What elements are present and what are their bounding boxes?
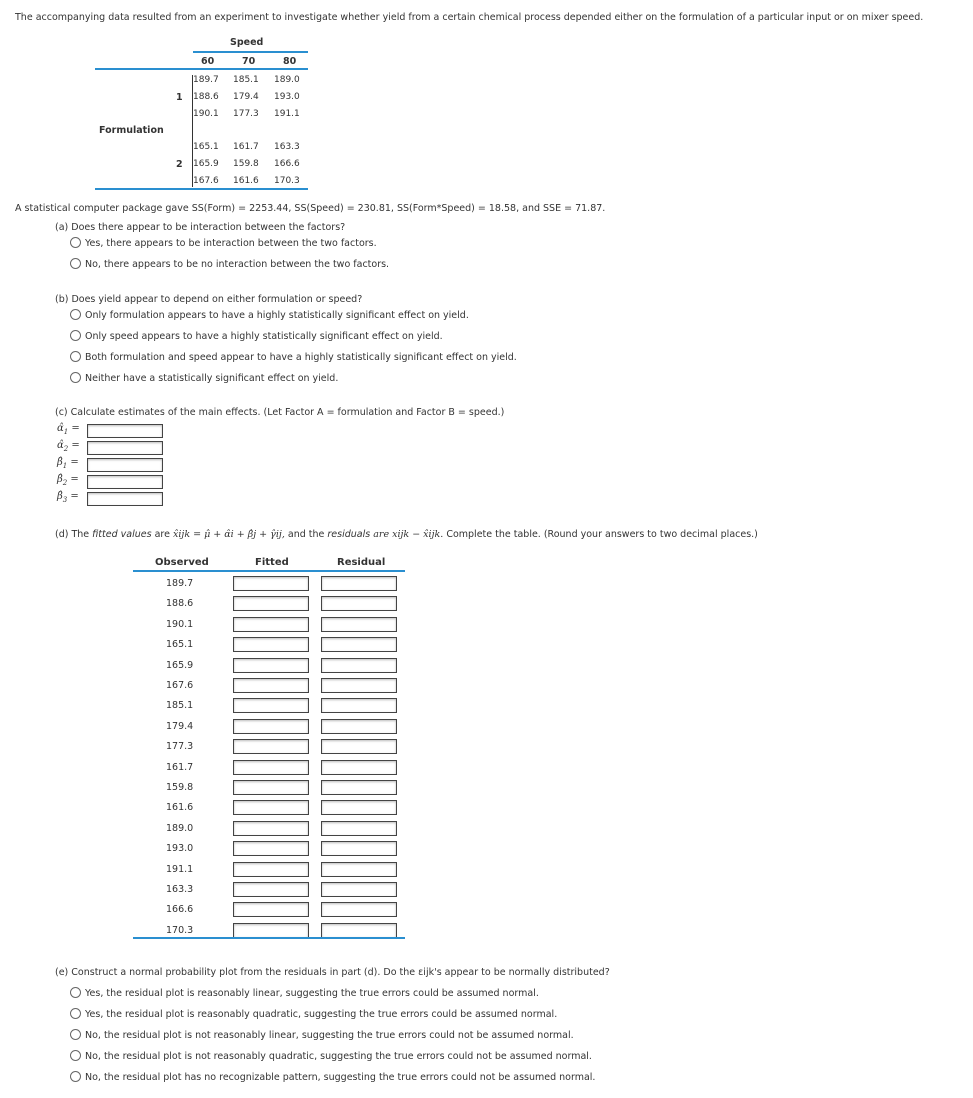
header-observed: Observed: [155, 557, 209, 568]
part-a-option-2[interactable]: No, there appears to be no interaction between the two factors.: [70, 258, 389, 270]
residual-input[interactable]: [321, 760, 397, 775]
effect-label: $\betâ_3$ =: [57, 491, 79, 504]
observed-value: 177.3: [166, 741, 194, 753]
fitted-input[interactable]: [233, 576, 309, 591]
part-a-question: (a) Does there appear to be interaction between the factors?: [55, 222, 346, 233]
effect-label: $\alphâ_2$ =: [57, 440, 80, 453]
data-cell: 163.3: [274, 142, 300, 152]
formulation-label: Formulation: [99, 125, 164, 136]
observed-value: 165.9: [166, 659, 194, 671]
data-cell: 189.7: [193, 75, 219, 85]
observed-value: 167.6: [166, 680, 194, 691]
observed-value: 190.1: [166, 618, 194, 630]
fitted-input[interactable]: [233, 862, 309, 877]
fitted-input[interactable]: [233, 719, 309, 734]
part-d-question: (d) The fitted values are x̂ijk = μ̂ + α̂i + β̂j + γ̂ij, and the residuals are xijk − x̂ijk. Complete the table. (Round your answers to two decimal places.): [55, 529, 758, 540]
effect-input[interactable]: [87, 475, 163, 489]
part-e-option-1[interactable]: Yes, the residual plot is reasonably linear, suggesting the true errors could be assumed normal.: [70, 987, 539, 999]
fitted-input[interactable]: [233, 780, 309, 795]
observed-value: 179.4: [166, 720, 194, 732]
residual-input[interactable]: [321, 678, 397, 693]
data-table: [95, 36, 308, 190]
residual-input[interactable]: [321, 800, 397, 815]
part-b-option-3[interactable]: Both formulation and speed appear to have a highly statistically significant effect on yield.: [70, 351, 517, 363]
observed-value: 189.7: [166, 578, 194, 589]
fitted-input[interactable]: [233, 800, 309, 815]
radio-icon[interactable]: [70, 987, 81, 998]
residual-input[interactable]: [321, 862, 397, 877]
data-cell: 185.1: [233, 75, 259, 85]
part-b-option-4[interactable]: Neither have a statistically significant effect on yield.: [70, 372, 338, 384]
speed-header: Speed: [230, 37, 264, 48]
data-cell: 165.9: [193, 159, 219, 169]
residual-input[interactable]: [321, 739, 397, 754]
data-cell: 179.4: [233, 92, 259, 102]
fitted-input[interactable]: [233, 841, 309, 856]
header-residual: Residual: [337, 557, 386, 568]
data-cell: 190.1: [193, 109, 219, 119]
fitted-input[interactable]: [233, 739, 309, 754]
radio-icon[interactable]: [70, 1050, 81, 1061]
data-cell: 177.3: [233, 109, 259, 119]
residual-input[interactable]: [321, 658, 397, 673]
fit-table-top-line: [133, 570, 405, 572]
observed-value: 188.6: [166, 598, 194, 610]
effect-label: $\betâ_2$ =: [57, 474, 79, 487]
fitted-input[interactable]: [233, 596, 309, 611]
header-fitted: Fitted: [255, 557, 289, 568]
residual-input[interactable]: [321, 923, 397, 938]
residual-input[interactable]: [321, 902, 397, 917]
observed-value: 191.1: [166, 863, 194, 875]
part-e-option-5[interactable]: No, the residual plot has no recognizable pattern, suggesting the true errors could not be assumed normal.: [70, 1071, 595, 1083]
fitted-input[interactable]: [233, 678, 309, 693]
residual-input[interactable]: [321, 596, 397, 611]
part-e-option-3[interactable]: No, the residual plot is not reasonably linear, suggesting the true errors could not be assumed normal.: [70, 1029, 574, 1041]
fitted-input[interactable]: [233, 902, 309, 917]
data-cell: 189.0: [274, 75, 300, 85]
fitted-input[interactable]: [233, 882, 309, 897]
effect-input[interactable]: [87, 424, 163, 438]
data-cell: 191.1: [274, 109, 300, 119]
residual-input[interactable]: [321, 719, 397, 734]
speed-underline: [193, 51, 308, 53]
observed-value: 161.7: [166, 761, 194, 773]
speed-col-60: 60: [201, 56, 215, 67]
observed-value: 161.6: [166, 802, 194, 814]
fit-table-bottom-line: [133, 937, 405, 939]
observed-value: 189.0: [166, 822, 194, 834]
observed-value: 165.1: [166, 639, 194, 651]
effect-label: $\betâ_1$ =: [57, 457, 79, 470]
data-cell: 170.3: [274, 176, 300, 186]
data-cell: 166.6: [274, 159, 300, 169]
effect-input[interactable]: [87, 458, 163, 472]
intro-text: The accompanying data resulted from an experiment to investigate whether yield from a certain chemical process depended either on the formulation of a particular input or on mixer speed.: [15, 12, 924, 23]
part-b-option-2[interactable]: Only speed appears to have a highly statistically significant effect on yield.: [70, 330, 443, 342]
formulation-level-2: 2: [176, 159, 183, 170]
data-cell: 161.7: [233, 142, 259, 152]
part-c-question: (c) Calculate estimates of the main effects. (Let Factor A = formulation and Factor B = speed.): [55, 407, 505, 418]
speed-col-70: 70: [242, 56, 256, 67]
speed-col-80: 80: [283, 56, 297, 67]
fitted-input[interactable]: [233, 698, 309, 713]
part-a-option-1[interactable]: Yes, there appears to be interaction between the two factors.: [70, 237, 377, 249]
data-cell: 161.6: [233, 176, 259, 186]
data-cell: 193.0: [274, 92, 300, 102]
radio-icon[interactable]: [70, 1008, 81, 1019]
radio-icon[interactable]: [70, 1029, 81, 1040]
effect-input[interactable]: [87, 492, 163, 506]
residual-input[interactable]: [321, 617, 397, 632]
observed-value: 185.1: [166, 700, 194, 712]
observed-value: 193.0: [166, 843, 194, 855]
observed-value: 159.8: [166, 782, 194, 793]
fitted-input[interactable]: [233, 617, 309, 632]
residual-input[interactable]: [321, 882, 397, 897]
residual-input[interactable]: [321, 821, 397, 836]
radio-icon[interactable]: [70, 309, 81, 320]
part-b-option-1[interactable]: Only formulation appears to have a highly statistically significant effect on yield.: [70, 309, 469, 321]
part-b-question: (b) Does yield appear to depend on either formulation or speed?: [55, 294, 363, 305]
observed-value: 166.6: [166, 904, 194, 916]
effect-input[interactable]: [87, 441, 163, 455]
fitted-input[interactable]: [233, 637, 309, 652]
radio-icon[interactable]: [70, 351, 81, 362]
table-bottom-line: [95, 188, 308, 190]
fitted-input[interactable]: [233, 658, 309, 673]
radio-icon[interactable]: [70, 258, 81, 269]
part-e-question: (e) Construct a normal probability plot from the residuals in part (d). Do the εijk's appear to be normally distributed?: [55, 967, 610, 978]
formulation-level-1: 1: [176, 92, 183, 103]
radio-icon[interactable]: [70, 330, 81, 341]
observed-value: 170.3: [166, 924, 194, 936]
residual-input[interactable]: [321, 637, 397, 652]
radio-icon[interactable]: [70, 1071, 81, 1082]
data-cell: 159.8: [233, 159, 259, 169]
fitted-input[interactable]: [233, 760, 309, 775]
radio-icon[interactable]: [70, 237, 81, 248]
residual-input[interactable]: [321, 576, 397, 591]
effect-label: $\alphâ_1$ =: [57, 423, 80, 436]
residual-input[interactable]: [321, 698, 397, 713]
stats-line: A statistical computer package gave SS(Form) = 2253.44, SS(Speed) = 230.81, SS(Form*Speed) = 18.58, and SSE = 71.87.: [15, 203, 606, 214]
radio-icon[interactable]: [70, 372, 81, 383]
data-cell: 188.6: [193, 92, 219, 102]
data-cell: 165.1: [193, 142, 219, 152]
part-e-option-4[interactable]: No, the residual plot is not reasonably quadratic, suggesting the true errors could not be assumed normal.: [70, 1050, 592, 1062]
part-e-option-2[interactable]: Yes, the residual plot is reasonably quadratic, suggesting the true errors could be assumed normal.: [70, 1008, 557, 1020]
residual-input[interactable]: [321, 780, 397, 795]
residual-input[interactable]: [321, 841, 397, 856]
fitted-input[interactable]: [233, 923, 309, 938]
table-top-line: [95, 68, 308, 70]
data-cell: 167.6: [193, 176, 219, 186]
fitted-input[interactable]: [233, 821, 309, 836]
observed-value: 163.3: [166, 884, 194, 895]
